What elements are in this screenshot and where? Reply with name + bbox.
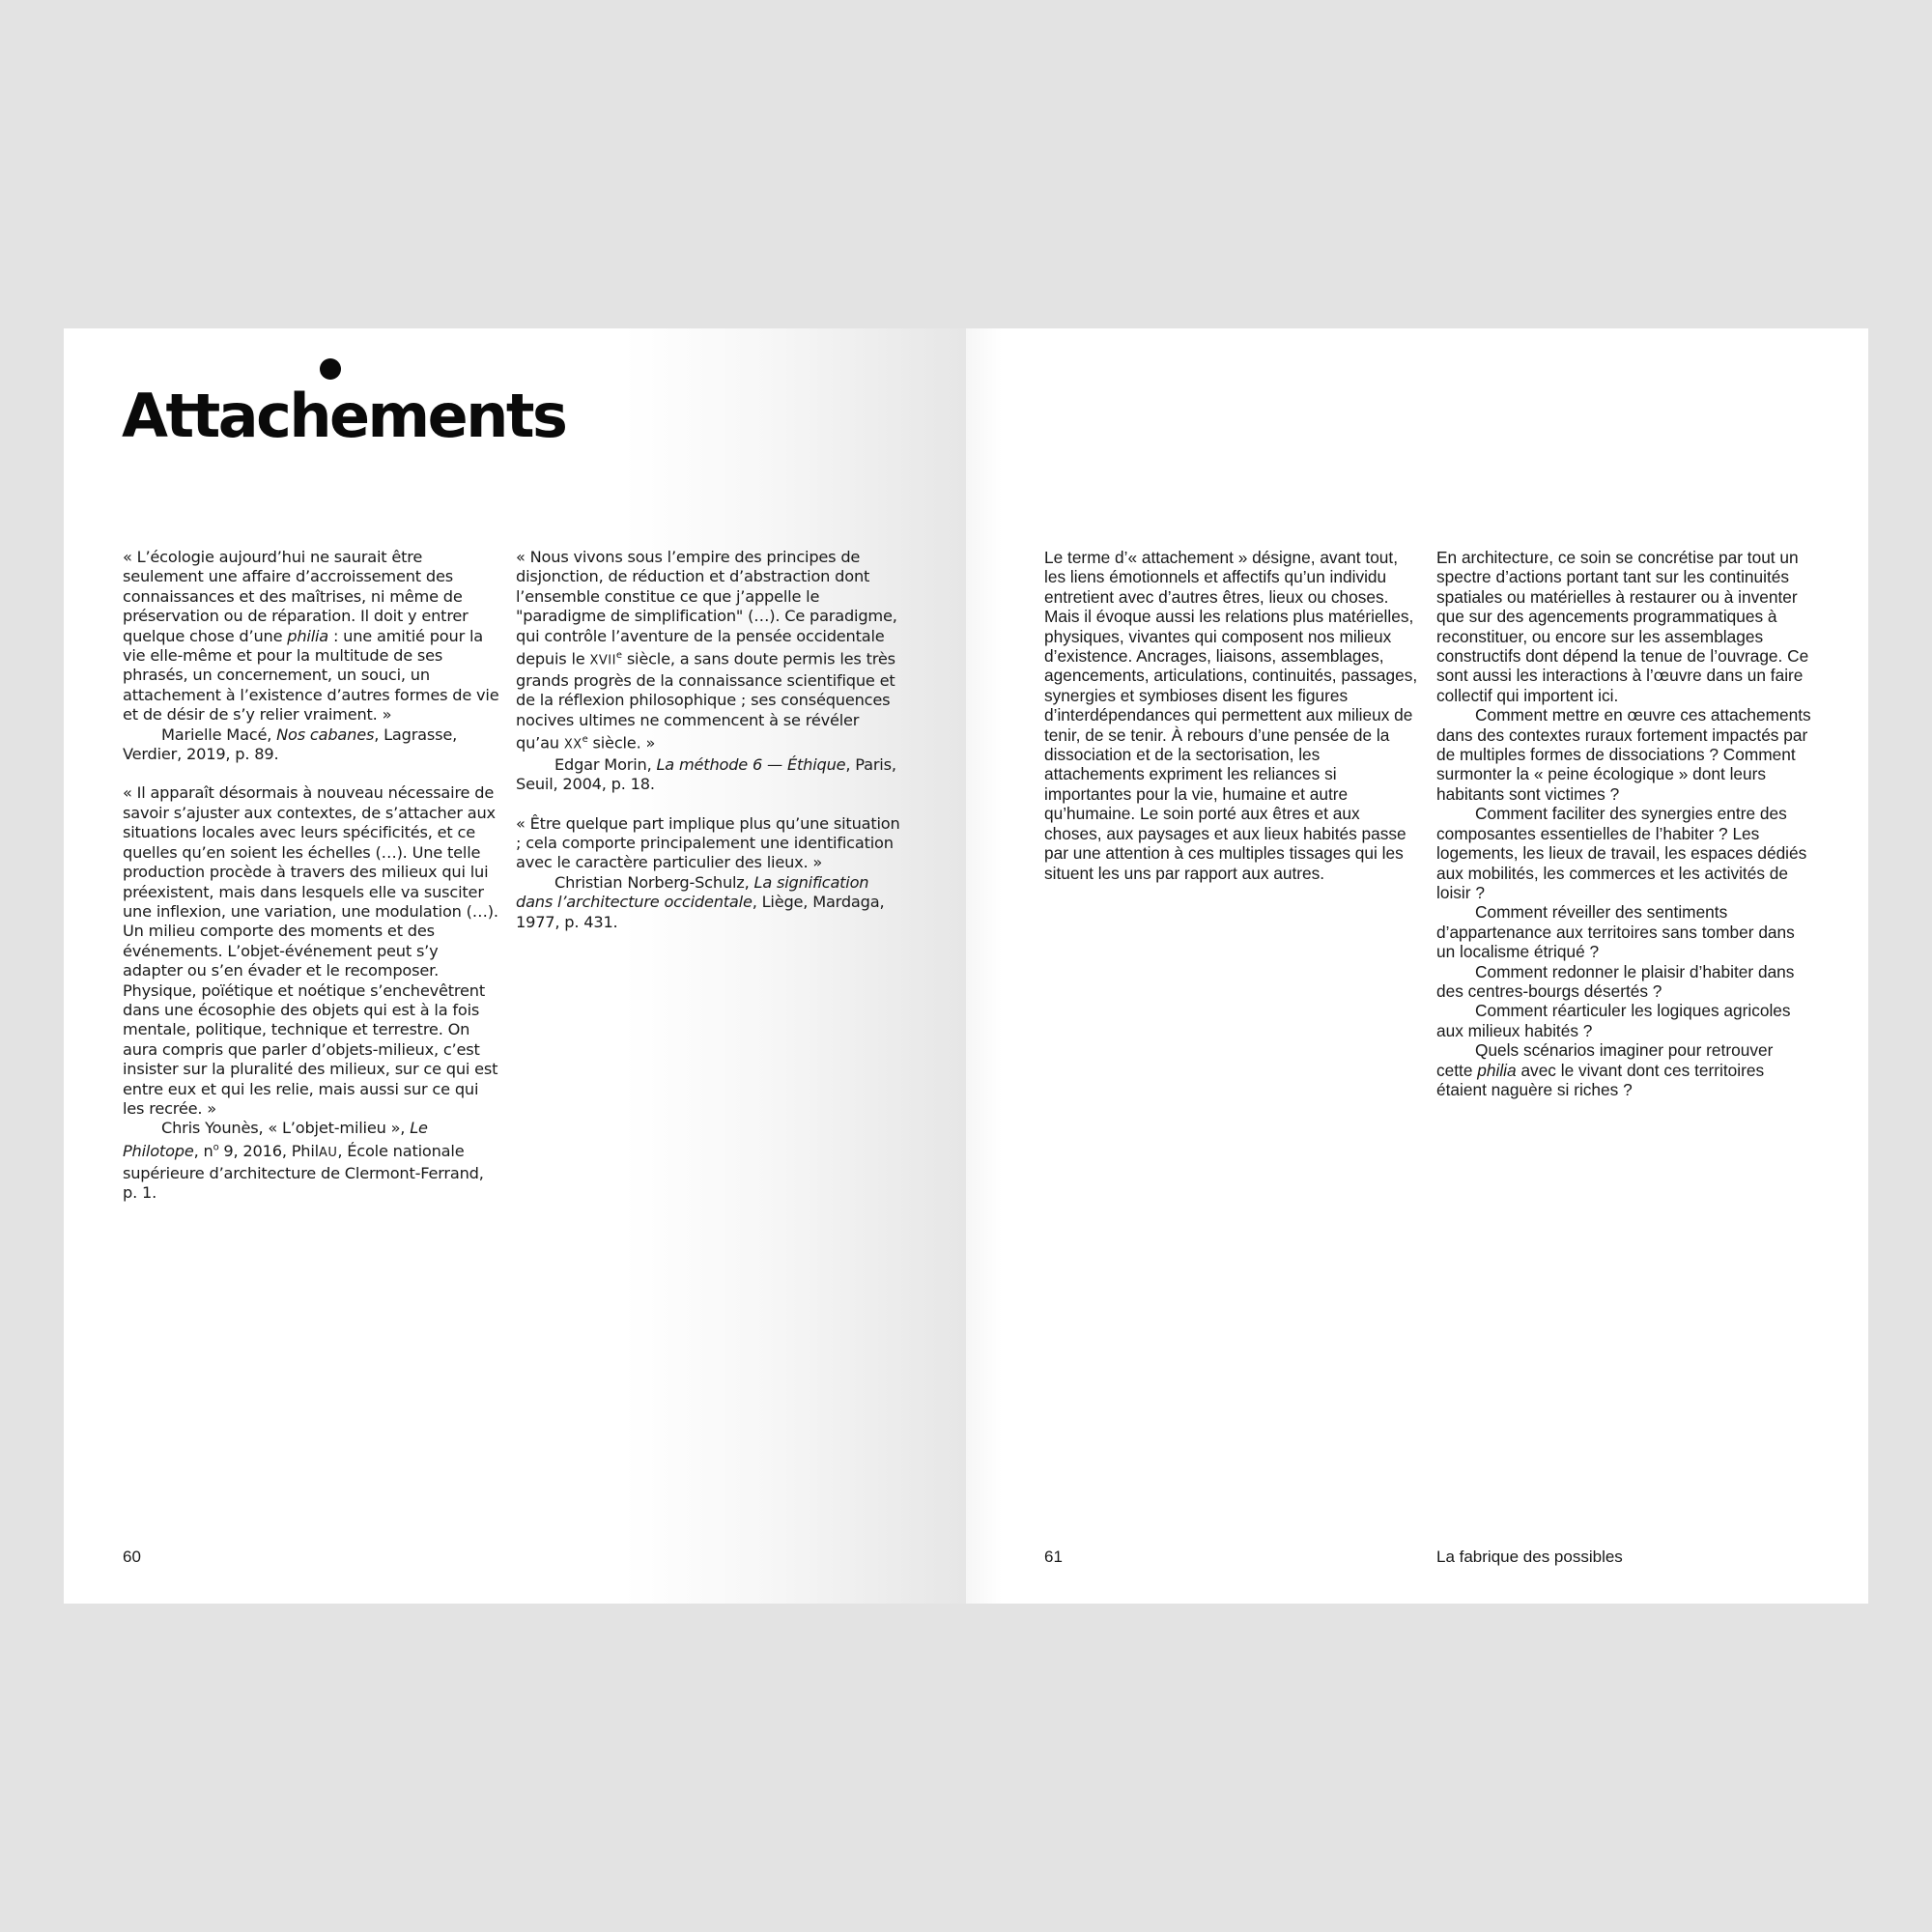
quote-source: Edgar Morin, La méthode 6 — Éthique, Paris, Seuil, 2004, p. 18. xyxy=(516,754,896,794)
page-number-right: 61 xyxy=(1044,1548,1063,1566)
question-item: Comment faciliter des synergies entre des composantes essentielles de l’habiter ? Les logements, les lieux de travail, les espaces dédiés aux mobilités, les commerces et les activités de loisir ? xyxy=(1436,804,1807,902)
title-dot-icon xyxy=(320,358,341,380)
question-item: Comment réarticuler les logiques agricoles aux milieux habités ? xyxy=(1436,1001,1791,1040)
question-item: Comment mettre en œuvre ces attachements dans des contextes ruraux fortement impactés par de multiples formes de dissociations ? Comment surmonter la « peine écologique » dont leurs habitants sont victimes ? xyxy=(1436,705,1811,804)
quote-younes: « Il apparaît désormais à nouveau nécessaire de savoir s’ajuster aux contextes, de s’attacher aux situations locales avec leurs spécificités, et ce quelles qu’en soient les échelles (…). Une telle production procède à travers des milieux qui lui préexistent, mais dans lesquels elle va susciter une inflexion, une variation, une modulation (…). Un milieu comporte des moments et des événements. L’objet-événement peut s’y adapter ou s’en évader et le recomposer. Physique, poïétique et noétique s’enchevêtrent dans une écosophie des objets qui est à la fois mentale, politique, technique et terrestre. On aura compris que parler d’objets-milieux, c’est insister sur la pluralité des milieux, sur ce qui est entre eux et qui les relie, mais aussi sur ce qui les recrée. » Chris Younès, « L’objet-milieu », Le Philotope, $n^o$ 9, 2016, PhilAU, École nationale supérieure d’architecture de Clermont-Ferrand, p. 1. xyxy=(123,783,498,1202)
page-title: Attachements xyxy=(122,381,566,451)
quote-source: Christian Norberg-Schulz, La signification dans l’architecture occidentale, Liège, Mardaga, 1977, p. 431. xyxy=(516,872,885,931)
paragraph-intro: Le terme d’« attachement » désigne, avant tout, les liens émotionnels et affectifs qu’un individu entretient avec d’autres êtres, lieux ou choses. Mais il évoque aussi les relations plus matérielles, physiques, vivantes qui composent nos milieux d’existence. Ancrages, liaisons, assemblages, agencements, articulations, continuités, passages, synergies et symbioses disent les figures d’interdépendances qui permettent aux milieux de tenir, de se tenir. À rebours d’une pensée de la dissociation et de la sectorisation, les attachements expriment les reliances si importantes pour la vie, humaine et autre qu’humaine. Le soin porté aux êtres et aux choses, aux paysages et aux lieux habités passe par une attention à ces multiples tissages qui les situent les uns par rapport aux autres. xyxy=(1044,548,1418,883)
body-column-1 xyxy=(1044,548,1421,883)
quote-norberg-schulz: « Être quelque part implique plus qu’une situation ; cela comporte principalement une identification avec le caractère particulier des lieux. » Christian Norberg-Schulz, La signification dans l’architecture occidentale, Liège, Mardaga, 1977, p. 431. xyxy=(516,813,900,931)
quote-source: Marielle Macé, Nos cabanes, Lagrasse, Verdier, 2019, p. 89. xyxy=(123,724,458,764)
quote-mace: « L’écologie aujourd’hui ne saurait être seulement une affaire d’accroissement des connaissances et des maîtrises, ni même de préservation ou de réparation. Il doit y entrer quelque chose d’une philia : une amitié pour la vie elle-même et pour la multitude de ses phrasés, un concernement, un souci, un attachement à l’existence d’autres formes de vie et de désir de s’y relier vraiment. » Marielle Macé, Nos cabanes, Lagrasse, Verdier, 2019, p. 89. xyxy=(123,548,499,764)
question-item: Comment redonner le plaisir d’habiter dans des centres-bourgs désertés ? xyxy=(1436,961,1795,1001)
running-title: La fabrique des possibles xyxy=(1436,1548,1623,1566)
body-column-2 xyxy=(1436,548,1813,1099)
left-page xyxy=(64,328,966,1604)
page-number-left: 60 xyxy=(123,1548,141,1566)
quotes-column-2 xyxy=(516,548,902,952)
question-item: Quels scénarios imaginer pour retrouver cette philia avec le vivant dont ces territoires étaient naguère si riches ? xyxy=(1436,1040,1774,1099)
right-page xyxy=(966,328,1868,1604)
quotes-column-1 xyxy=(123,548,499,1222)
paragraph-architecture: En architecture, ce soin se concrétise par tout un spectre d’actions portant tant sur les continuités spatiales ou matérielles à restaurer ou à inventer que sur des agencements programmatiques à reconstituer, ou encore sur les assemblages constructifs dont dépend la tenue de l’ouvrage. Ce sont aussi les interactions à l’œuvre dans un faire collectif qui importent ici. xyxy=(1436,548,1809,705)
question-item: Comment réveiller des sentiments d’appartenance aux territoires sans tomber dans un localisme étriqué ? xyxy=(1436,902,1795,962)
quote-morin: « Nous vivons sous l’empire des principes de disjonction, de réduction et d’abstraction dont l’ensemble constitue ce que j’appelle le "paradigme de simplification" (…). Ce paradigme, qui contrôle l’aventure de la pensée occidentale depuis le XVIIe siècle, a sans doute permis les très grands progrès de la connaissance scientifique et de la réflexion philosophique ; ses conséquences nocives ultimes ne commencent à se révéler qu’au XXe siècle. » Edgar Morin, La méthode 6 — Éthique, Paris, Seuil, 2004, p. 18. xyxy=(516,548,897,794)
quote-source: Chris Younès, « L’objet-milieu », Le Philotope, $n^o$ 9, 2016, PhilAU, École nationale supérieure d’architecture de Clermont-Ferrand, p. 1. xyxy=(123,1119,484,1202)
